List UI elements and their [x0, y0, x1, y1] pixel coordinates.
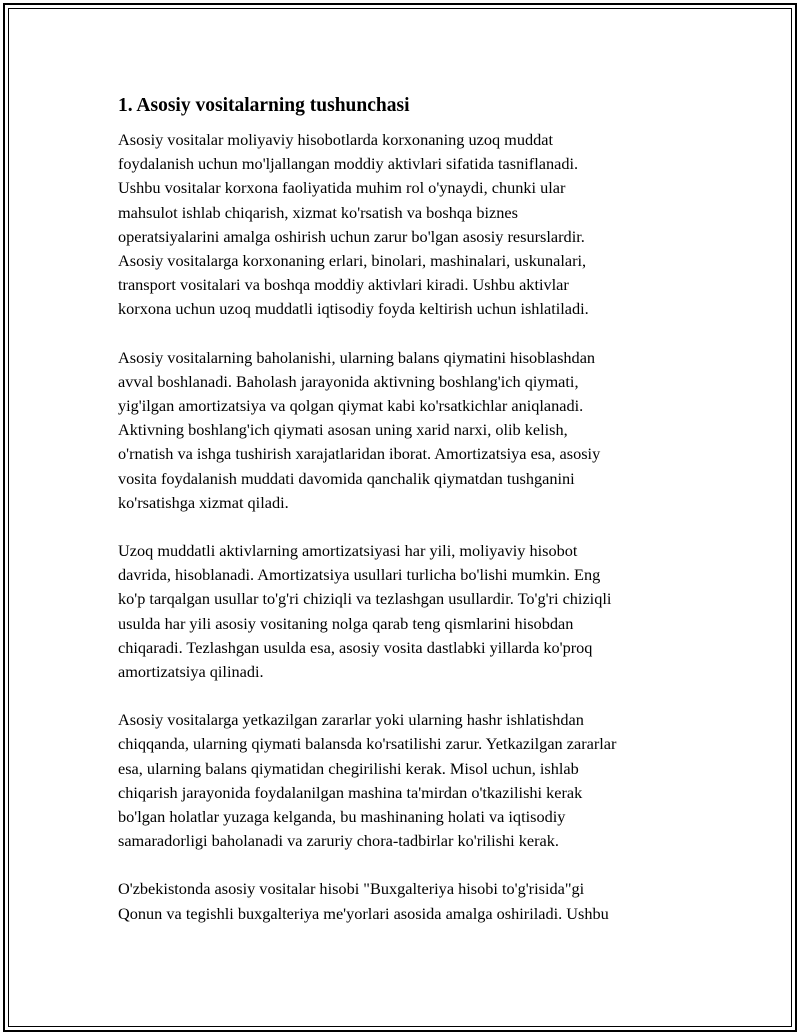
paragraph-5: [118, 877, 698, 925]
text-line: ko'rsatishga xizmat qiladi.: [118, 492, 289, 512]
text-line: mahsulot ishlab chiqarish, xizmat ko'rsatish va boshqa biznes: [118, 202, 518, 222]
text-line: operatsiyalarini amalga oshirish uchun zarur bo'lgan asosiy resurslardir.: [118, 226, 585, 246]
text-line: chiqaradi. Tezlashgan usulda esa, asosiy vosita dastlabki yillarda ko'proq: [118, 637, 593, 657]
text-line: Qonun va tegishli buxgalteriya me'yorlari asosida amalga oshiriladi. Ushbu: [118, 903, 609, 923]
text-line: amortizatsiya qilinadi.: [118, 662, 264, 682]
text-line: o'rnatish va ishga tushirish xarajatlaridan iborat. Amortizatsiya esa, asosiy: [118, 444, 601, 464]
text-line: Asosiy vositalar moliyaviy hisobotlarda korxonaning uzoq muddat: [118, 130, 554, 149]
section-heading: 1. Asosiy vositalarning tushunchasi: [118, 95, 410, 116]
text-line: esa, ularning balans qiymatidan chegirilishi kerak. Misol uchun, ishlab: [118, 758, 579, 778]
paragraphs-container: [118, 128, 698, 926]
document-body: [118, 92, 698, 950]
text-line: korxona uchun uzoq muddatli iqtisodiy foyda keltirish uchun ishlatiladi.: [118, 299, 589, 319]
text-line: chiqarish jarayonida foydalanilgan mashina ta'mirdan o'tkazilishi kerak: [118, 782, 583, 802]
text-line: Aktivning boshlang'ich qiymati asosan uning xarid narxi, olib kelish,: [118, 420, 568, 440]
text-line: Uzoq muddatli aktivlarning amortizatsiyasi har yili, moliyaviy hisobot: [118, 541, 578, 561]
text-line: avval boshlanadi. Baholash jarayonida aktivning boshlang'ich qiymati,: [118, 371, 579, 391]
text-line: foydalanish uchun mo'ljallangan moddiy aktivlari sifatida tasniflanadi.: [118, 154, 579, 174]
paragraph-2: [118, 346, 698, 515]
text-line: Asosiy vositalarning baholanishi, ularning balans qiymatini hisoblashdan: [118, 347, 596, 367]
text-line: vosita foydalanish muddati davomida qanchalik qiymatdan tushganini: [118, 468, 575, 488]
text-line: Asosiy vositalarga korxonaning erlari, binolari, mashinalari, uskunalari,: [118, 251, 587, 271]
text-line: usulda har yili asosiy vositaning nolga qarab teng qismlarini hisobdan: [118, 613, 574, 633]
paragraph-4: [118, 708, 698, 853]
text-line: O'zbekistonda asosiy vositalar hisobi "Buxgalteriya hisobi to'g'risida"gi: [118, 879, 585, 899]
text-line: samaradorligi baholanadi va zaruriy chora-tadbirlar ko'rilishi kerak.: [118, 831, 559, 851]
text-line: bo'lgan holatlar yuzaga kelganda, bu mashinaning holati va iqtisodiy: [118, 807, 566, 827]
text-line: yig'ilgan amortizatsiya va qolgan qiymat kabi ko'rsatkichlar aniqlanadi.: [118, 396, 584, 416]
text-line: transport vositalari va boshqa moddiy aktivlari kiradi. Ushbu aktivlar: [118, 275, 569, 295]
text-line: ko'p tarqalgan usullar to'g'ri chiziqli va tezlashgan usullardir. To'g'ri chiziqli: [118, 589, 612, 609]
text-line: Asosiy vositalarga yetkazilgan zararlar yoki ularning hashr ishlatishdan: [118, 710, 584, 730]
paragraph-1: [118, 128, 698, 322]
text-line: chiqqanda, ularning qiymati balansda ko'rsatilishi zarur. Yetkazilgan zararlar: [118, 734, 617, 754]
text-line: davrida, hisoblanadi. Amortizatsiya usullari turlicha bo'lishi mumkin. Eng: [118, 565, 601, 585]
paragraph-3: [118, 539, 698, 684]
text-line: Ushbu vositalar korxona faoliyatida muhim rol o'ynaydi, chunki ular: [118, 178, 566, 198]
